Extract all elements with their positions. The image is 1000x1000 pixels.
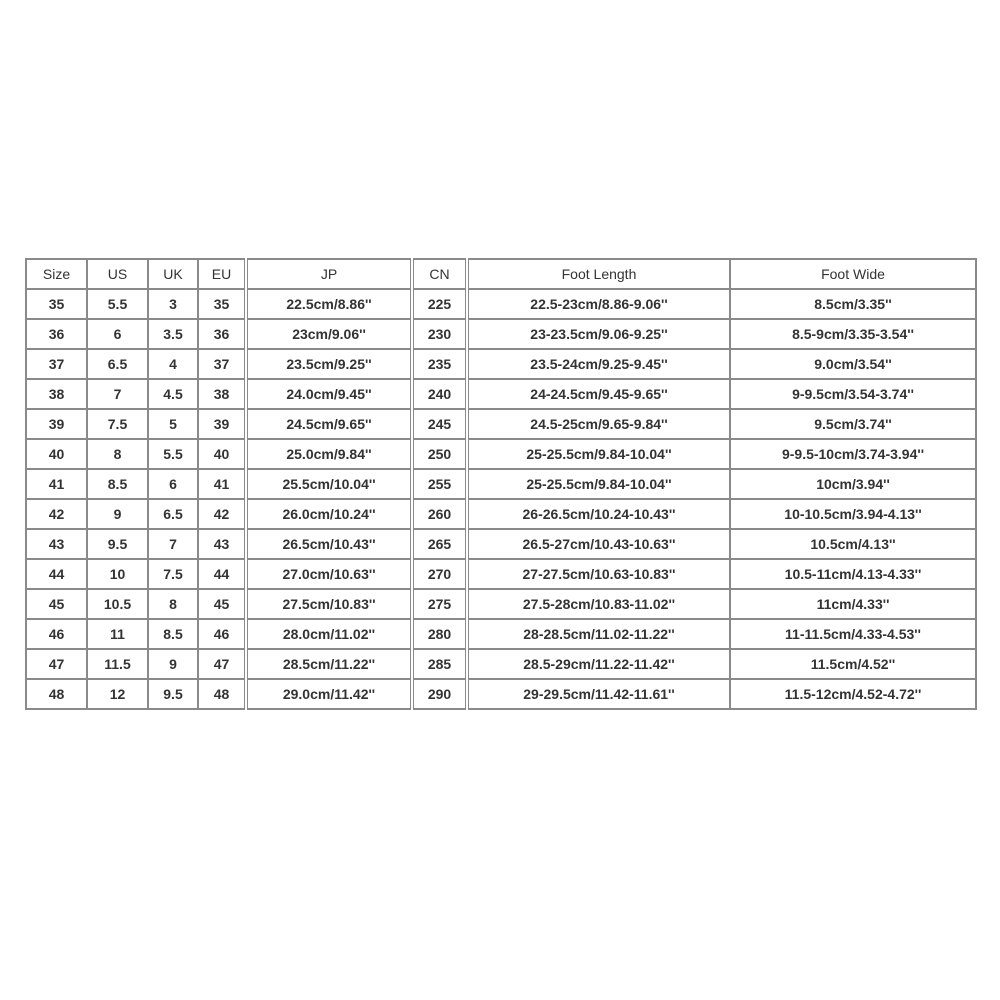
cell-cn: 230	[412, 319, 467, 349]
cell-foot-wide: 9.0cm/3.54''	[730, 349, 976, 379]
cell-eu: 46	[198, 619, 246, 649]
cell-us: 10.5	[87, 589, 148, 619]
cell-foot-length: 29-29.5cm/11.42-11.61''	[467, 679, 730, 709]
cell-uk: 4.5	[148, 379, 198, 409]
cell-cn: 245	[412, 409, 467, 439]
cell-us: 7.5	[87, 409, 148, 439]
cell-uk: 8	[148, 589, 198, 619]
cell-foot-length: 26-26.5cm/10.24-10.43''	[467, 499, 730, 529]
cell-us: 6	[87, 319, 148, 349]
cell-uk: 7.5	[148, 559, 198, 589]
cell-cn: 255	[412, 469, 467, 499]
cell-uk: 6	[148, 469, 198, 499]
header-foot-length: Foot Length	[467, 259, 730, 289]
cell-foot-wide: 10cm/3.94''	[730, 469, 976, 499]
cell-foot-wide: 9.5cm/3.74''	[730, 409, 976, 439]
cell-us: 12	[87, 679, 148, 709]
cell-jp: 27.5cm/10.83''	[246, 589, 412, 619]
header-us: US	[87, 259, 148, 289]
cell-cn: 275	[412, 589, 467, 619]
header-size: Size	[26, 259, 87, 289]
table-row	[26, 649, 976, 679]
cell-uk: 3.5	[148, 319, 198, 349]
cell-jp: 25.5cm/10.04''	[246, 469, 412, 499]
cell-foot-length: 28-28.5cm/11.02-11.22''	[467, 619, 730, 649]
cell-eu: 41	[198, 469, 246, 499]
header-row	[26, 259, 976, 289]
cell-foot-length: 24-24.5cm/9.45-9.65''	[467, 379, 730, 409]
cell-jp: 26.5cm/10.43''	[246, 529, 412, 559]
cell-size: 47	[26, 649, 87, 679]
cell-jp: 25.0cm/9.84''	[246, 439, 412, 469]
cell-foot-wide: 10.5cm/4.13''	[730, 529, 976, 559]
cell-jp: 28.5cm/11.22''	[246, 649, 412, 679]
cell-us: 9	[87, 499, 148, 529]
cell-foot-wide: 10.5-11cm/4.13-4.33''	[730, 559, 976, 589]
cell-us: 6.5	[87, 349, 148, 379]
cell-size: 44	[26, 559, 87, 589]
table-row	[26, 349, 976, 379]
cell-foot-length: 27.5-28cm/10.83-11.02''	[467, 589, 730, 619]
cell-foot-length: 23-23.5cm/9.06-9.25''	[467, 319, 730, 349]
cell-foot-wide: 8.5cm/3.35''	[730, 289, 976, 319]
cell-size: 35	[26, 289, 87, 319]
cell-size: 36	[26, 319, 87, 349]
cell-foot-length: 25-25.5cm/9.84-10.04''	[467, 439, 730, 469]
cell-cn: 235	[412, 349, 467, 379]
cell-foot-wide: 11-11.5cm/4.33-4.53''	[730, 619, 976, 649]
cell-jp: 24.0cm/9.45''	[246, 379, 412, 409]
table-row	[26, 529, 976, 559]
table-row	[26, 319, 976, 349]
header-cn: CN	[412, 259, 467, 289]
cell-size: 48	[26, 679, 87, 709]
cell-eu: 38	[198, 379, 246, 409]
cell-uk: 3	[148, 289, 198, 319]
cell-foot-length: 23.5-24cm/9.25-9.45''	[467, 349, 730, 379]
cell-jp: 27.0cm/10.63''	[246, 559, 412, 589]
cell-eu: 39	[198, 409, 246, 439]
cell-eu: 47	[198, 649, 246, 679]
cell-us: 8.5	[87, 469, 148, 499]
cell-uk: 9.5	[148, 679, 198, 709]
cell-jp: 22.5cm/8.86''	[246, 289, 412, 319]
table-row	[26, 379, 976, 409]
cell-uk: 8.5	[148, 619, 198, 649]
table-row	[26, 679, 976, 709]
table-row	[26, 499, 976, 529]
cell-uk: 5.5	[148, 439, 198, 469]
cell-us: 11.5	[87, 649, 148, 679]
cell-cn: 250	[412, 439, 467, 469]
cell-cn: 290	[412, 679, 467, 709]
cell-cn: 225	[412, 289, 467, 319]
table-row	[26, 619, 976, 649]
table-row	[26, 289, 976, 319]
header-eu: EU	[198, 259, 246, 289]
cell-jp: 23.5cm/9.25''	[246, 349, 412, 379]
cell-foot-length: 28.5-29cm/11.22-11.42''	[467, 649, 730, 679]
cell-uk: 5	[148, 409, 198, 439]
table-body	[26, 289, 976, 709]
cell-eu: 36	[198, 319, 246, 349]
cell-us: 8	[87, 439, 148, 469]
table-row	[26, 469, 976, 499]
cell-foot-wide: 9-9.5cm/3.54-3.74''	[730, 379, 976, 409]
cell-size: 39	[26, 409, 87, 439]
cell-jp: 29.0cm/11.42''	[246, 679, 412, 709]
cell-cn: 280	[412, 619, 467, 649]
cell-us: 9.5	[87, 529, 148, 559]
cell-foot-length: 26.5-27cm/10.43-10.63''	[467, 529, 730, 559]
cell-uk: 9	[148, 649, 198, 679]
cell-eu: 48	[198, 679, 246, 709]
header-jp: JP	[246, 259, 412, 289]
cell-uk: 6.5	[148, 499, 198, 529]
cell-foot-wide: 11cm/4.33''	[730, 589, 976, 619]
cell-eu: 40	[198, 439, 246, 469]
cell-eu: 35	[198, 289, 246, 319]
cell-foot-wide: 10-10.5cm/3.94-4.13''	[730, 499, 976, 529]
cell-foot-wide: 8.5-9cm/3.35-3.54''	[730, 319, 976, 349]
cell-foot-length: 22.5-23cm/8.86-9.06''	[467, 289, 730, 319]
cell-eu: 43	[198, 529, 246, 559]
cell-eu: 37	[198, 349, 246, 379]
cell-foot-length: 27-27.5cm/10.63-10.83''	[467, 559, 730, 589]
cell-jp: 28.0cm/11.02''	[246, 619, 412, 649]
cell-size: 38	[26, 379, 87, 409]
cell-us: 7	[87, 379, 148, 409]
table-row	[26, 589, 976, 619]
cell-foot-length: 24.5-25cm/9.65-9.84''	[467, 409, 730, 439]
cell-uk: 4	[148, 349, 198, 379]
cell-size: 40	[26, 439, 87, 469]
table-row	[26, 559, 976, 589]
cell-eu: 45	[198, 589, 246, 619]
cell-cn: 240	[412, 379, 467, 409]
cell-cn: 270	[412, 559, 467, 589]
cell-foot-length: 25-25.5cm/9.84-10.04''	[467, 469, 730, 499]
cell-size: 37	[26, 349, 87, 379]
cell-eu: 42	[198, 499, 246, 529]
cell-size: 45	[26, 589, 87, 619]
header-uk: UK	[148, 259, 198, 289]
cell-size: 46	[26, 619, 87, 649]
cell-jp: 23cm/9.06''	[246, 319, 412, 349]
cell-cn: 260	[412, 499, 467, 529]
cell-foot-wide: 11.5cm/4.52''	[730, 649, 976, 679]
size-chart-table	[25, 258, 977, 710]
cell-uk: 7	[148, 529, 198, 559]
cell-jp: 24.5cm/9.65''	[246, 409, 412, 439]
table-row	[26, 409, 976, 439]
cell-size: 41	[26, 469, 87, 499]
cell-cn: 285	[412, 649, 467, 679]
header-foot-wide: Foot Wide	[730, 259, 976, 289]
cell-us: 11	[87, 619, 148, 649]
cell-foot-wide: 11.5-12cm/4.52-4.72''	[730, 679, 976, 709]
cell-jp: 26.0cm/10.24''	[246, 499, 412, 529]
cell-us: 10	[87, 559, 148, 589]
cell-size: 42	[26, 499, 87, 529]
cell-size: 43	[26, 529, 87, 559]
cell-foot-wide: 9-9.5-10cm/3.74-3.94''	[730, 439, 976, 469]
cell-cn: 265	[412, 529, 467, 559]
table-row	[26, 439, 976, 469]
cell-eu: 44	[198, 559, 246, 589]
cell-us: 5.5	[87, 289, 148, 319]
